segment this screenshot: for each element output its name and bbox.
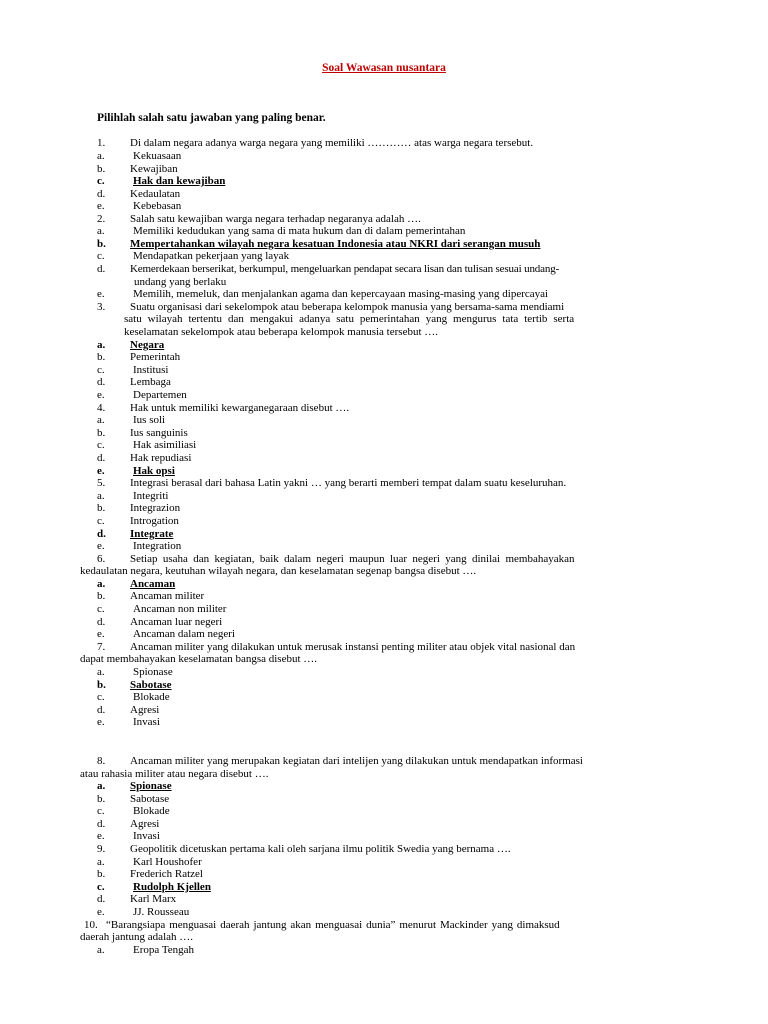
question-8-line-2: atau rahasia militer atau negara disebut …. — [80, 768, 269, 780]
document-page: Soal Wawasan nusantara Pilihlah salah satu jawaban yang paling benar. 1. Di dalam negara adanya warga negara yang memiliki ………… atas warga negara tersebut. a. Kekuasaan b. Kewajiban c. Hak dan kewajiban d. Kedaulatan e. Kebebasan 2. Salah satu kewajiban warga negara terhadap negaranya adalah …. a. Memiliki kedudukan yang sama di mata hukum dan di dalam pemerintahan b. Mempertahankan wilayah negara kesatuan Indonesia atau NKRI dari serangan musuh c. Mendapatkan pekerjaan yang layak d. Kemerdekaan berserikat, berkumpul, mengeluarkan pendapat secara lisan dan tulisan sesuai undang- undang yang berlaku e. Memilih, memeluk, dan menjalankan agama dan kepercayaan masing-masing yang dipercayai 3. Suatu organisasi dari sekelompok atau beberapa kelompok manusia yang bersama-sama mendiami satu wilayah tertentu dan mengakui adanya satu pemerintahan yang mengurus tata tertib serta keselamatan sekelompok atau beberapa kelompok manusia tersebut …. a. Negara b. Pemerintah c. Institusi d. Lembaga e. Departemen 4. Hak untuk memiliki kewarganegaraan disebut …. a. Ius soli b. Ius sanguinis c. Hak asimiliasi d. Hak repudiasi e. Hak opsi 5. Integrasi berasal dari bahasa Latin yakni … yang berarti memberi tempat dalam suatu keseluruhan. a. Integriti b. Integrazion c. Introgation d. Integrate e. Integration 6. Setiap usaha dan kegiatan, baik dalam negeri maupun luar negeri yang dinilai membahayakan kedaulatan negara, keutuhan wilayah negara, dan keselamatan segenap bangsa disebut …. a. Ancaman b. Ancaman militer c. Ancaman non militer d. Ancaman luar negeri e. Ancaman dalam negeri 7. Ancaman militer yang dilakukan untuk merusak instansi penting militer atau objek vital nasional dan dapat membahayakan keselamatan bangsa disebut …. a. Spionase b. Sabotase c. Blokade d. Agresi e. Invasi 8. Ancaman militer yang merupakan kegiatan dari intelijen yang dilakukan untuk mendapatkan informasi atau rahasia militer atau negara disebut …. a. Spionase b. Sabotase c. Blokade d. Agresi e. Invasi 9. Geopolitik dicetuskan pertama kali oleh sarjana ilmu politik Swedia yang bernama …. a. Karl Houshofer b. Frederich Ratzel c. Rudolph Kjellen d. Karl Marx e. JJ. Rousseau 10. “Barangsiapa menguasai daerah jantung akan menguasai dunia” menurut Mackinder yang dimaksud daerah jantung adalah …. a. Eropa Tengah — [0, 0, 768, 1024]
question-6-line-2: kedaulatan negara, keutuhan wilayah negara, dan keselamatan segenap bangsa disebut …. — [80, 565, 477, 577]
question-10-line-2: daerah jantung adalah …. — [80, 931, 194, 943]
option-continuation: undang yang berlaku — [134, 276, 227, 288]
question-3-line-3: keselamatan sekelompok atau beberapa kelompok manusia tersebut …. — [124, 326, 439, 338]
document-title: Soal Wawasan nusantara — [322, 62, 446, 74]
question-7-line-2: dapat membahayakan keselamatan bangsa disebut …. — [80, 653, 318, 665]
question-3-line-2: satu wilayah tertentu dan mengakui adanya satu pemerintahan yang mengurus tata tertib serta — [124, 313, 575, 325]
instruction: Pilihlah salah satu jawaban yang paling benar. — [97, 112, 326, 124]
